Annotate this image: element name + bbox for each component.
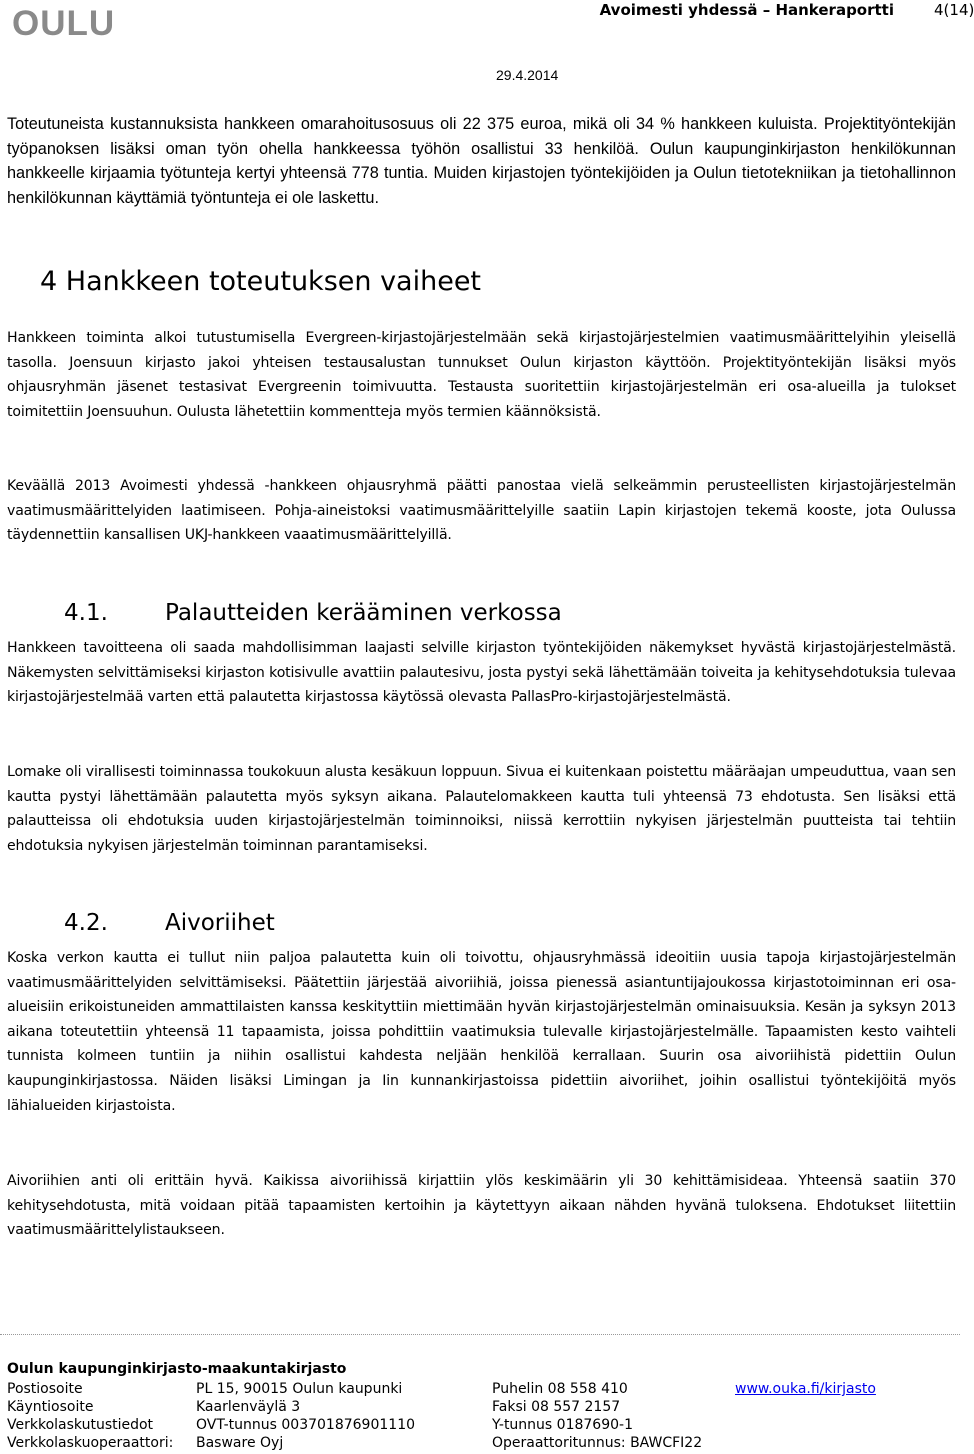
footer-contact-table (7, 1380, 876, 1452)
footer-label: Käyntiosoite (7, 1399, 94, 1415)
footer-row (7, 1398, 876, 1416)
section-4-2-paragraph-2: Aivoriihien anti oli erittäin hyvä. Kaikissa aivoriihissä kirjattiin ylös keskimäärin yli 30 kehittämisideaa. Yhteensä saatiin 370 kehitysehdotusta, mitä voidaan pitää tapaamisten kertoihin ja käytettyyn aikaan nähden hyvänä tuloksena. Ehdotukset liitettiin vaatimusmäärittelylistaukseen. (7, 1173, 956, 1239)
footer-label: Verkkolaskuoperaattori: (7, 1435, 174, 1451)
footer-value: PL 15, 90015 Oulun kaupunki (196, 1381, 403, 1397)
footer-contact: Faksi 08 557 2157 (492, 1399, 621, 1415)
footer-row (7, 1434, 876, 1452)
section-4-heading: 4 Hankkeen toteutuksen vaiheet (40, 266, 482, 297)
section-4-1-number: 4.1. (64, 600, 108, 626)
footer-label: Postiosoite (7, 1381, 83, 1397)
footer-contact: Y-tunnus 0187690-1 (492, 1417, 633, 1433)
report-title: Avoimesti yhdessä – Hankeraportti (599, 1, 894, 19)
footer-label: Verkkolaskutustiedot (7, 1417, 154, 1433)
oulu-logo: OULU (12, 4, 116, 43)
section-4-1-paragraph-2: Lomake oli virallisesti toiminnassa toukokuun alusta kesäkuun loppuun. Sivua ei kuitenkaan poistettu määräajan umpeuduttua, vaan sen kautta pystyi lähettämään palautetta myös syksyn aikana. Palautelomakkeen kautta tuli yhteensä 73 ehdotusta. Sen lisäksi että palautteissa oli ehdotuksia uuden kirjastojärjestelmän toiminnoiksi, niissä kerrottiin nykyisen järjestelmän puutteista tai tehtiin ehdotuksia nykyisen järjestelmän toiminnan parantamiseksi. (7, 764, 956, 854)
footer-value: Kaarlenväylä 3 (196, 1399, 301, 1415)
intro-paragraph: Toteutuneista kustannuksista hankkeen omarahoitusosuus oli 22 375 euroa, mikä oli 34 % hankkeen kuluista. Projektityöntekijän työpanoksen lisäksi oman työn ohella hankkeessa työhön osallistui 33 henkilöä. Oulun kaupunginkirjaston henkilökunnan hankkeelle kirjaamia työtunteja kertyi yhteensä 778 tuntia. Muiden kirjastojen työntekijöiden ja Oulun tietotekniikan ja tietohallinnon henkilökunnan käyttämiä työntunteja ei ole laskettu. (7, 115, 956, 207)
footer-divider (0, 1334, 960, 1335)
footer-value: Basware Oyj (196, 1435, 284, 1451)
footer-row (7, 1416, 876, 1434)
section-4-1-title: Palautteiden kerääminen verkossa (165, 600, 562, 626)
section-4-paragraph-1: Hankkeen toiminta alkoi tutustumisella Evergreen-kirjastojärjestelmään sekä kirjastojärjestelmien vaatimusmäärittelyihin yleisellä tasolla. Joensuun kirjasto jakoi yhteisen testausalustan tunnukset Oulun kirjaston käyttöön. Projektityöntekijän lisäksi myös ohjausryhmän jäsenet testasivat Evergreenin toimivuutta. Testausta suoritettiin kirjastojärjestelmän eri osa-alueilla ja tulokset toimitettiin Joensuuhun. Oulusta lähetettiin kommentteja myös termien käännöksistä. (7, 330, 956, 420)
section-4-2-number: 4.2. (64, 910, 108, 936)
footer-contact: Puhelin 08 558 410 (492, 1381, 628, 1397)
section-4-2-title: Aivoriihet (165, 910, 275, 936)
report-date: 29.4.2014 (496, 67, 559, 83)
page-number: 4(14) (934, 1, 974, 19)
footer-contact: Operaattoritunnus: BAWCFI22 (492, 1435, 703, 1451)
section-4-paragraph-2: Keväällä 2013 Avoimesti yhdessä -hankkeen ohjausryhmä päätti panostaa vielä selkeämmin perusteellisten kirjastojärjestelmän vaatimusmäärittelyiden laatimiseen. Pohja-aineistoksi vaatimusmäärittelyille saatiin Lapin kirjastojen tekemä kooste, jota Oulussa täydennettiin kansallisen UKJ-hankkeen vaaatimusmäärittelyillä. (7, 478, 956, 544)
footer-organization: Oulun kaupunginkirjasto-maakuntakirjasto (7, 1361, 347, 1377)
website-link[interactable]: www.ouka.fi/kirjasto (735, 1381, 876, 1397)
footer-value: OVT-tunnus 003701876901110 (196, 1417, 416, 1433)
section-4-1-paragraph-1: Hankkeen tavoitteena oli saada mahdollisimman laajasti selville kirjaston työntekijöiden näkemykset hyvästä kirjastojärjestelmästä. Näkemysten selvittämiseksi kirjaston kotisivulle avattiin palautesivu, josta pystyi sekä lähettämään toiveita ja kehitysehdotuksia tulevaa kirjastojärjestelmää varten että palautetta kirjastossa käytössä olevasta PallasPro-kirjastojärjestelmästä. (7, 640, 956, 706)
section-4-2-paragraph-1: Koska verkon kautta ei tullut niin paljoa palautetta kuin oli toivottu, ohjausryhmässä ideoitiin uusia tapoja kirjastojärjestelmän vaatimusmäärittelyiden selvittämiseksi. Päätettiin järjestää aivoriihiä, joissa pienessä asiantuntijajoukossa kirjastotoiminnan eri osa-alueisiin erikoistuneiden ammattilaisten kanssa keskityttiin miettimään hyvän kirjastojärjestelmän ominaisuuksia. Kesän ja syksyn 2013 aikana toteutettiin yhteensä 11 tapaamista, joissa pohdittiin vaatimuksia tulevalle kirjastojärjestelmälle. Tapaamisten kesto vaihteli tunnista kolmeen tuntiin ja niihin osallistui kahdesta neljään henkilöä kerrallaan. Suurin osa aivoriihistä pidettiin Oulun kaupunginkirjastossa. Näiden lisäksi Limingan ja Iin kunnankirjastoissa pidettiin aivoriihet, joihin osallistui työntekijöitä myös lähialueiden kirjastoista. (7, 950, 956, 1114)
footer-row (7, 1380, 876, 1398)
